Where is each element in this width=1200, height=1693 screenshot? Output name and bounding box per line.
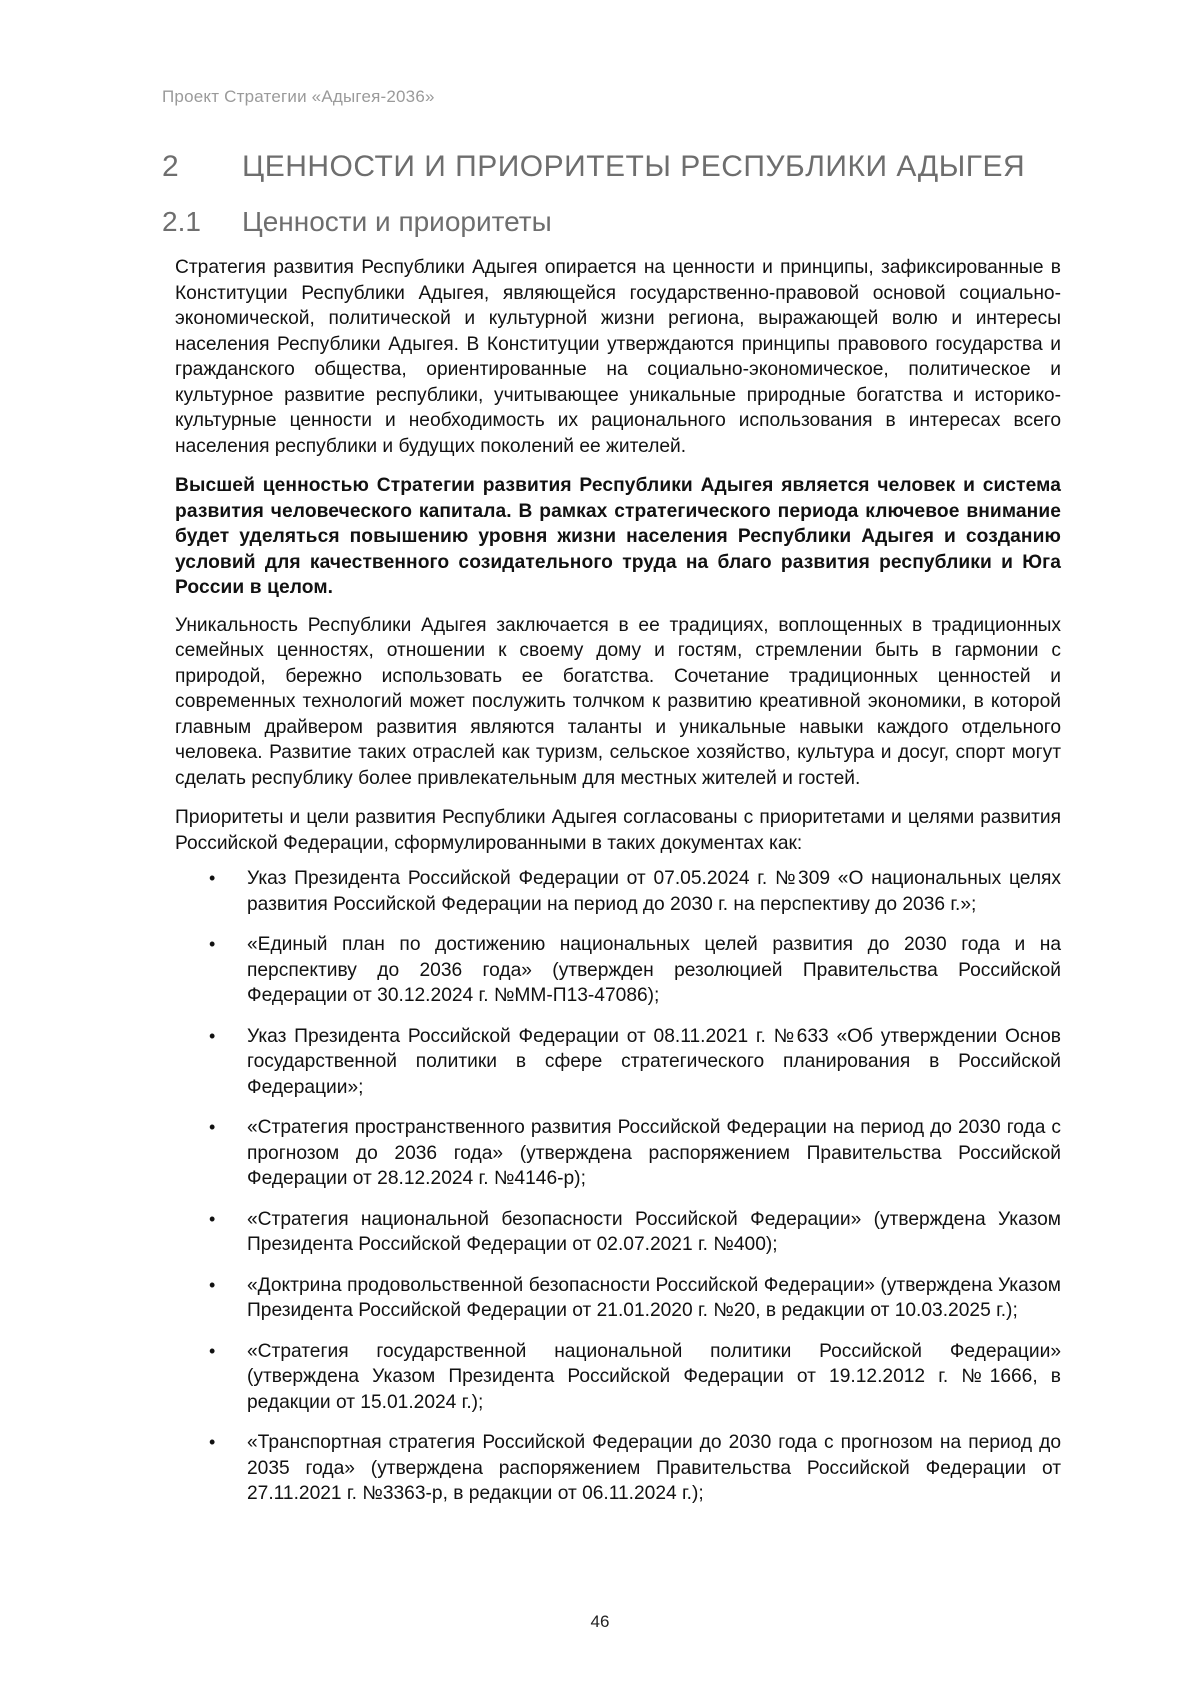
bullet-icon: •	[209, 1117, 216, 1137]
list-item	[175, 1115, 1061, 1192]
documents-list	[175, 866, 1061, 1507]
list-item	[175, 1207, 1061, 1258]
section-number: 2.1	[162, 206, 201, 237]
section-title: Ценности и приоритеты	[242, 206, 552, 237]
list-item-text: Указ Президента Российской Федерации от 08.11.2021 г. №633 «Об утверждении Основ государственной политики в сфере стратегического планирования в Российской Федерации»;	[247, 1025, 1061, 1098]
list-item	[175, 1273, 1061, 1324]
list-item-text: «Стратегия государственной национальной политики Российской Федерации» (утверждена Указом Президента Российской Федерации от 19.12.2012 г. №1666, в редакции от 15.01.2024 г.);	[247, 1340, 1061, 1413]
paragraph-highest-value: Высшей ценностью Стратегии развития Республики Адыгея является человек и система развития человеческого капитала. В рамках стратегического периода ключевое внимание будет уделяться повышению уровня жизни населения Республики Адыгея и созданию условий для качественного созидательного труда на благо развития республики и Юга России в целом.	[175, 475, 1061, 598]
list-item	[175, 1339, 1061, 1416]
list-item	[175, 932, 1061, 1009]
bullet-icon: •	[209, 1432, 216, 1452]
chapter-heading	[162, 150, 1062, 184]
paragraph-uniqueness: Уникальность Республики Адыгея заключается в ее традициях, воплощенных в традиционных семейных ценностях, отношении к своему дому и гостям, стремлении быть в гармонии с природой, бережно использовать ее богатства. Сочетание традиционных ценностей и современных технологий может послужить толчком к развитию креативной экономики, в которой главным драйвером развития являются таланты и уникальные навыки каждого отдельного человека. Развитие таких отраслей как туризм, сельское хозяйство, культура и досуг, спорт могут сделать республику более привлекательным для местных жителей и гостей.	[175, 614, 1061, 789]
list-item-text: «Единый план по достижению национальных целей развития до 2030 года и на перспективу до 2036 года» (утвержден резолюцией Правительства Российской Федерации от 30.12.2024 г. №ММ-П13-47086);	[247, 934, 1061, 1006]
chapter-number: 2	[162, 150, 180, 183]
list-item-text: «Стратегия пространственного развития Российской Федерации на период до 2030 года с прогнозом до 2036 года» (утверждена распоряжением Правительства Российской Федерации от 28.12.2024 г. №4146-р);	[247, 1117, 1061, 1189]
bullet-icon: •	[209, 1340, 216, 1361]
list-item	[175, 1024, 1061, 1101]
chapter-title: ЦЕННОСТИ И ПРИОРИТЕТЫ РЕСПУБЛИКИ АДЫГЕЯ	[242, 150, 1026, 183]
list-item	[175, 1430, 1061, 1507]
bullet-icon: •	[209, 868, 216, 888]
section-heading	[162, 206, 552, 238]
list-item-text: «Доктрина продовольственной безопасности Российской Федерации» (утверждена Указом Президента Российской Федерации от 21.01.2020 г. №20, в редакции от 10.03.2025 г.);	[247, 1274, 1061, 1321]
list-item-text: Указ Президента Российской Федерации от 07.05.2024 г. №309 «О национальных целях развития Российской Федерации на период до 2030 г. на перспективу до 2036 г.»;	[247, 868, 1061, 915]
list-item	[175, 866, 1061, 917]
bullet-icon: •	[209, 1025, 216, 1046]
bullet-icon: •	[209, 1274, 216, 1295]
page-number: 46	[590, 1612, 610, 1631]
paragraph-constitution: Стратегия развития Республики Адыгея опирается на ценности и принципы, зафиксированные в Конституции Республики Адыгея, являющейся государственно-правовой основой социально-экономической, политической и культурной жизни региона, выражающей волю и интересы населения Республики Адыгея. В Конституции утверждаются принципы правового государства и гражданского общества, ориентированные на социально-экономическое, политическое и культурное развитие республики, учитывающее уникальные природные богатства и историко-культурные ценности и необходимость их рационального использования в интересах всего населения республики и будущих поколений ее жителей.	[175, 257, 1061, 457]
bullet-icon: •	[209, 1208, 216, 1229]
document-body	[175, 255, 1061, 1522]
list-item-text: «Стратегия национальной безопасности Российской Федерации» (утверждена Указом Президента Российской Федерации от 02.07.2021 г. №400);	[247, 1208, 1061, 1255]
paragraph-priorities-intro: Приоритеты и цели развития Республики Адыгея согласованы с приоритетами и целями развития Российской Федерации, сформулированными в таких документах как:	[175, 807, 1061, 854]
bullet-icon: •	[209, 934, 216, 954]
list-item-text: «Транспортная стратегия Российской Федерации до 2030 года с прогнозом на период до 2035 года» (утверждена распоряжением Правительства Российской Федерации от 27.11.2021 г. №3363-р, в редакции от 06.11.2024 г.);	[247, 1432, 1061, 1504]
running-header: Проект Стратегии «Адыгея-2036»	[162, 87, 435, 106]
